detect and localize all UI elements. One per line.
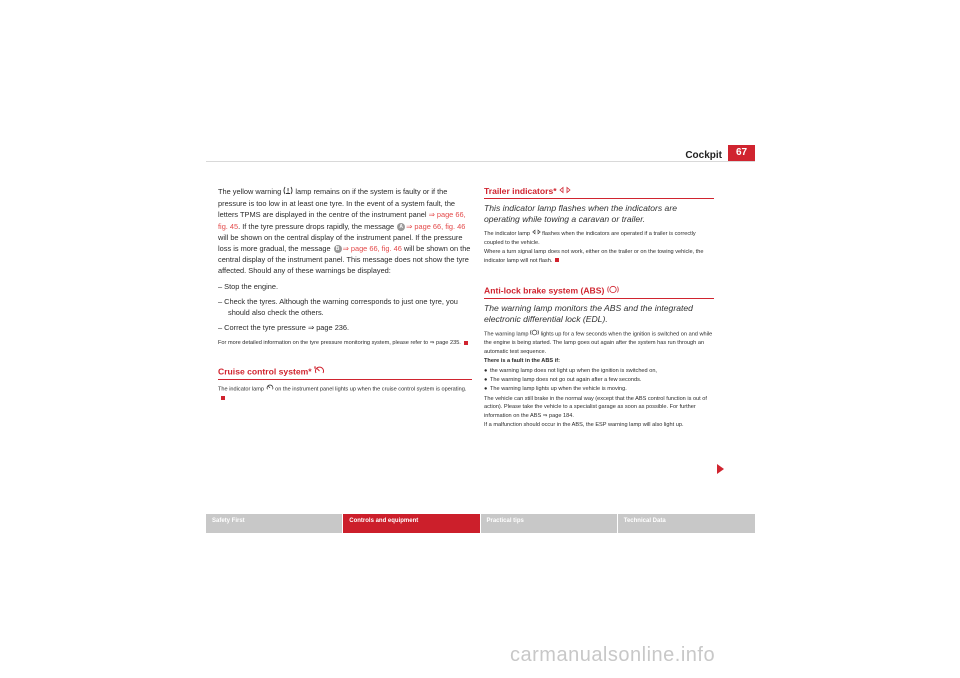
text: Where a turn signal lamp does not work, either on the trailer or on the towing vehicle, the indicator lamp will not flash. bbox=[484, 249, 704, 264]
trailer-paragraph-1 bbox=[484, 229, 714, 247]
section-end-marker bbox=[221, 396, 225, 400]
page-link-fig45[interactable]: ⇒ page 66, fig. 45 bbox=[218, 210, 466, 231]
text: The warning lamp does not go out again after a few seconds. bbox=[490, 377, 642, 384]
heading-text: Anti-lock brake system (ABS) bbox=[484, 285, 605, 296]
footer-tabs bbox=[206, 514, 755, 533]
page-link-fig46[interactable]: ⇒ page 66, fig. 46 bbox=[406, 221, 466, 231]
cruise-control-icon bbox=[266, 384, 274, 394]
trailer-paragraph-2 bbox=[484, 248, 714, 265]
tpms-note bbox=[218, 339, 472, 347]
text: The warning lamp bbox=[484, 331, 531, 338]
bullet-dot: ● bbox=[484, 377, 488, 384]
abs-fault-item bbox=[484, 385, 714, 393]
trailer-indicator-icon bbox=[559, 186, 571, 197]
tab-practical-tips[interactable]: Practical tips bbox=[481, 514, 618, 533]
text: on the instrument panel lights up when the cruise control system is operating. bbox=[273, 386, 467, 393]
text: lights up for a few seconds when the ignition is switched on and while the engine is being started. The lamp goes out again after the system has run through an automatic test sequence. bbox=[484, 331, 713, 355]
trailer-indicator-icon bbox=[532, 229, 541, 238]
abs-warning-icon bbox=[530, 329, 539, 339]
abs-paragraph-1 bbox=[484, 329, 714, 356]
text: The yellow warning bbox=[218, 187, 284, 197]
page-section-title: Cockpit bbox=[685, 150, 722, 161]
page-link-fig46[interactable]: ⇒ page 66, fig. 46 bbox=[342, 244, 402, 254]
abs-paragraph-3: If a malfunction should occur in the ABS, the ESP warning lamp will also light up. bbox=[484, 422, 684, 429]
text: For more detailed information on the tyre pressure monitoring system, please refer to ⇒ page 235. bbox=[218, 340, 461, 347]
text: lamp remains on if the system is faulty or if the pressure is too low in at least one tyre. In the event of a system fault, the letters TPMS are displayed in the centre of the instrument panel bbox=[218, 187, 456, 220]
bullet-dot: ● bbox=[484, 386, 488, 393]
abs-fault-item bbox=[484, 376, 714, 384]
tab-controls-and-equipment[interactable]: Controls and equipment bbox=[343, 514, 480, 533]
abs-fault-label: There is a fault in the ABS if: bbox=[484, 358, 560, 365]
tpms-paragraph bbox=[218, 186, 472, 277]
watermark: carmanualsonline.info bbox=[510, 644, 716, 666]
text: the warning lamp does not light up when the ignition is switched on, bbox=[490, 367, 657, 374]
header-divider bbox=[206, 161, 755, 162]
tab-safety-first[interactable]: Safety First bbox=[206, 514, 343, 533]
step-stop-engine: – Stop the engine. bbox=[218, 281, 278, 291]
abs-paragraph-2: The vehicle can still brake in the normal way (except that the ABS control function is out of action). Please take the vehicle to a specialist garage as soon as possible. For further information on the ABS ⇒ page 184. bbox=[484, 395, 707, 419]
text: The indicator lamp bbox=[218, 386, 266, 393]
section-end-marker bbox=[555, 258, 559, 262]
left-column bbox=[218, 186, 472, 404]
heading-text: Cruise control system* bbox=[218, 366, 312, 377]
text: will be shown on the central display of the instrument panel. If the pressure loss is more gradual, the message bbox=[218, 232, 463, 254]
abs-warning-icon bbox=[607, 285, 619, 297]
continue-arrow-icon bbox=[717, 464, 724, 474]
trailer-indicators-summary: This indicator lamp flashes when the indicators are operating while towing a caravan or trailer. bbox=[484, 203, 677, 225]
right-column bbox=[484, 186, 714, 431]
text: flashes when the indicators are operated if a trailer is correctly coupled to the vehicle. bbox=[484, 231, 696, 246]
abs-summary: The warning lamp monitors the ABS and the integrated electronic differential lock (EDL). bbox=[484, 303, 693, 325]
text: The warning lamp lights up when the vehicle is moving. bbox=[490, 386, 627, 393]
bullet-dot: ● bbox=[484, 367, 488, 374]
abs-fault-item bbox=[484, 367, 714, 375]
text: will be shown on the central display of the instrument panel. This message does not show the tyre affected. Should any of these warnings be displayed: bbox=[218, 244, 471, 276]
step-correct-pressure: – Correct the tyre pressure ⇒ page 236. bbox=[218, 323, 350, 333]
tab-technical-data[interactable]: Technical Data bbox=[618, 514, 755, 533]
cruise-control-heading bbox=[218, 366, 472, 380]
step-check-tyres: – Check the tyres. Although the warning corresponds to just one tyre, you should also check the others. bbox=[218, 296, 458, 318]
section-end-marker bbox=[464, 341, 468, 345]
trailer-indicators-heading bbox=[484, 186, 714, 199]
callout-b-badge: B bbox=[334, 245, 342, 253]
callout-a-badge: A bbox=[397, 223, 405, 231]
cruise-control-paragraph bbox=[218, 384, 472, 403]
page-number: 67 bbox=[728, 145, 755, 161]
text: The indicator lamp bbox=[484, 231, 532, 238]
tyre-pressure-warning-icon bbox=[283, 186, 293, 198]
text: . If the tyre pressure drops rapidly, the message bbox=[238, 221, 397, 231]
heading-text: Trailer indicators* bbox=[484, 186, 557, 196]
cruise-control-icon bbox=[314, 366, 325, 378]
abs-heading bbox=[484, 285, 714, 299]
